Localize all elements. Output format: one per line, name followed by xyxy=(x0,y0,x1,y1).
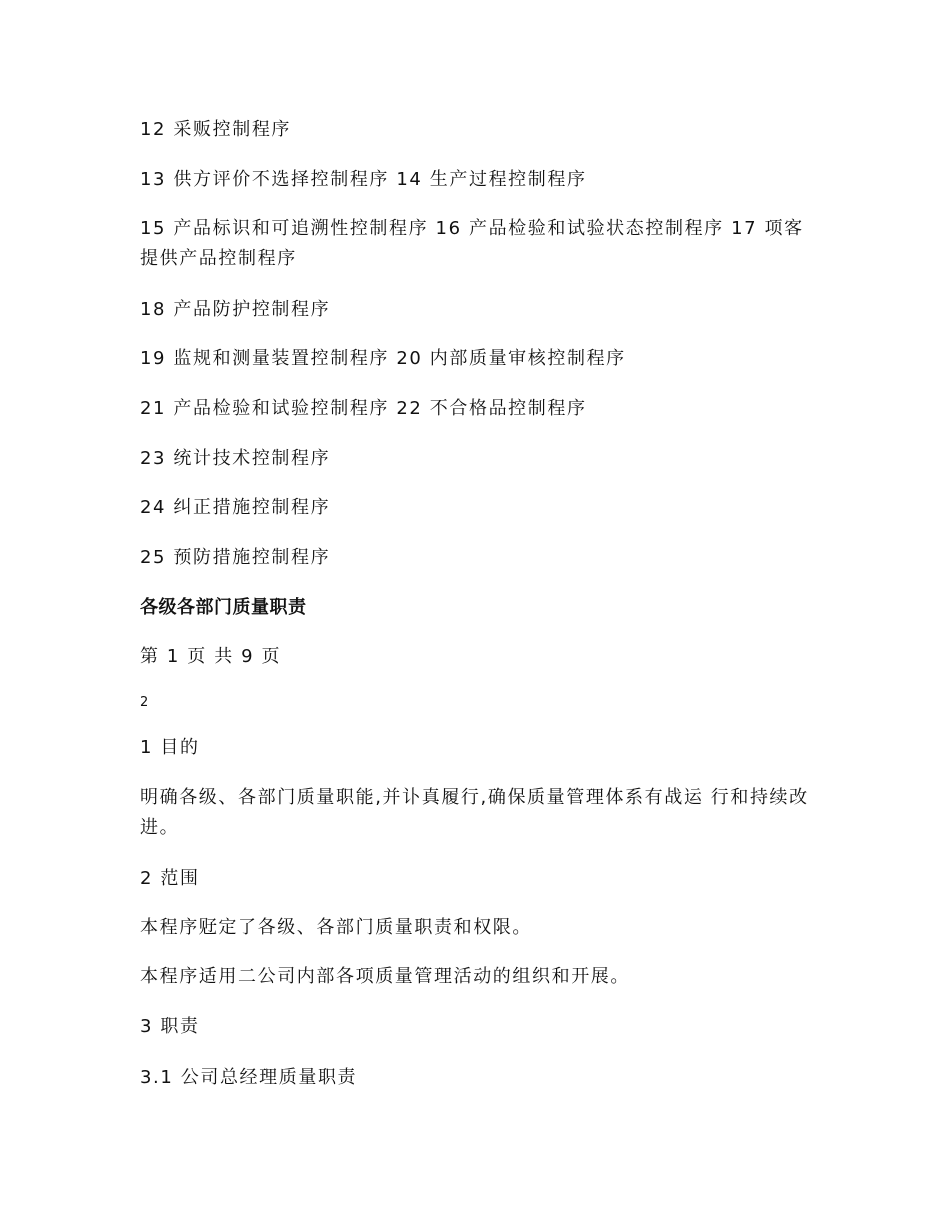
toc-item-24: 24 纠正措施控制程序 xyxy=(140,497,331,518)
heading-gm-duties: 3.1 公司总经理质量职责 xyxy=(140,1067,358,1088)
toc-item-25: 25 预防措施控制程序 xyxy=(140,547,331,568)
page-info: 第 1 页 共 9 页 xyxy=(140,646,282,667)
section-title: 各级各部门质量职责 xyxy=(140,597,307,618)
toc-item-12: 12 采贩控制程序 xyxy=(140,119,292,140)
page-number: 2 xyxy=(140,695,149,710)
scope-text-2: 本程序适用二公司内部各项质量管理活动的组织和开展。 xyxy=(140,966,630,987)
toc-item-23: 23 统计技术控制程序 xyxy=(140,448,331,469)
toc-item-19-20: 19 监规和测量装置控制程序 20 内部质量审核控制程序 xyxy=(140,348,626,369)
heading-purpose: 1 目的 xyxy=(140,737,200,758)
purpose-text: 明确各级、各部门质量职能,并讣真履行,确保质量管理体系有战运 行和持续改进。 xyxy=(140,787,809,838)
heading-scope: 2 范围 xyxy=(140,868,200,889)
heading-duties: 3 职责 xyxy=(140,1016,200,1037)
scope-text-1: 本程序觃定了各级、各部门质量职责和权限。 xyxy=(140,917,532,938)
toc-item-15-16-17: 15 产品标识和可追溯性控制程序 16 产品检验和试验状态控制程序 17 项客提供产品控制程序 xyxy=(140,218,804,269)
toc-item-13-14: 13 供方评价不选择控制程序 14 生产过程控制程序 xyxy=(140,169,587,190)
toc-item-21-22: 21 产品检验和试验控制程序 22 不合格品控制程序 xyxy=(140,398,587,419)
toc-item-18: 18 产品防护控制程序 xyxy=(140,299,331,320)
